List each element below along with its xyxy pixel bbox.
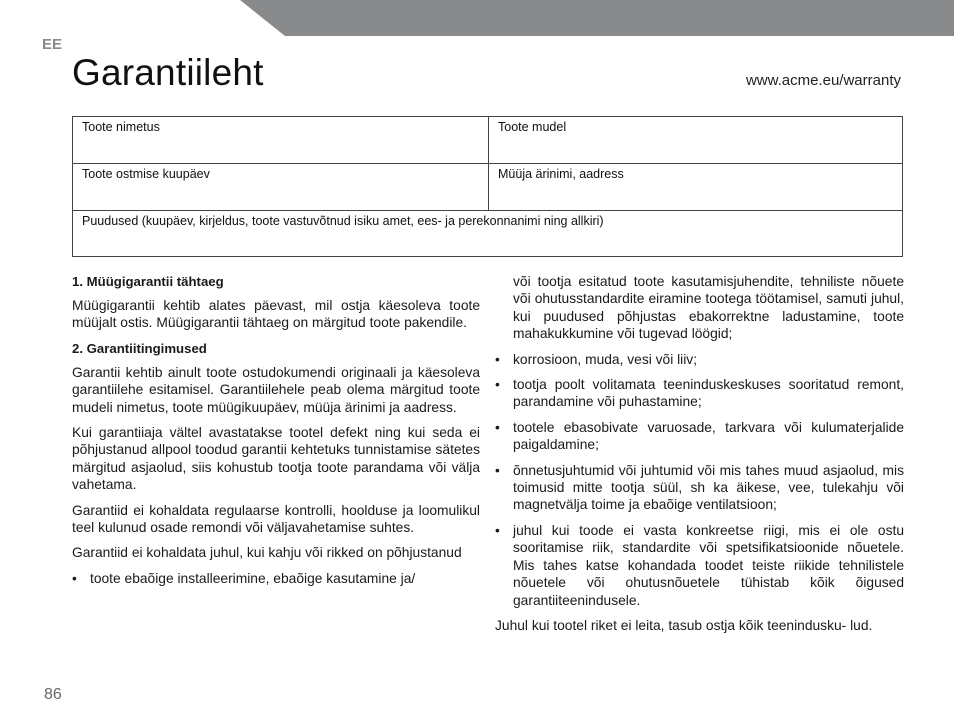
product-name-label: Toote nimetus bbox=[82, 120, 160, 134]
section-2-heading: 2. Garantiitingimused bbox=[72, 340, 207, 356]
section-1-heading: 1. Müügigarantii tähtaeg bbox=[72, 274, 224, 289]
left-column bbox=[72, 273, 480, 595]
purchase-date-label: Toote ostmise kuupäev bbox=[82, 167, 210, 181]
right-column bbox=[495, 273, 904, 642]
page-number: 86 bbox=[44, 686, 62, 703]
defects-field[interactable] bbox=[73, 211, 902, 257]
product-name-field[interactable] bbox=[73, 117, 488, 163]
exclusion-item-1: • toote ebaõige installeerimine, ebaõige kasutamine ja/ bbox=[72, 570, 480, 587]
exclusions-list-start bbox=[72, 570, 480, 587]
defects-label: Puudused (kuupäev, kirjeldus, toote vastuvõtnud isiku amet, ees- ja perekonnanimi ning allkiri) bbox=[82, 214, 604, 228]
exclusion-item-2: • korrosioon, muda, vesi või liiv; bbox=[495, 351, 904, 368]
section-2-paragraph-1: Garantii kehtib ainult toote ostudokumendi originaali ja käesoleva garantiilehe esitamisel. Garantiilehele peab olema märgitud toote mudeli nimetus, toote müügikuupäev, müüja ärinimi ja aadress. bbox=[72, 364, 480, 415]
exclusion-item-6: • juhul kui toode ei vasta konkreetse riigi, mis ei ole ostu sooritamise riik, standardite või spetsifikatsioonide nõuetele. Mis tahes katse kohandada toodet teiste riikide tehnilistele nõuetele või ohutusnõuetele tühistab kõik õigused garantiiteenindusele. bbox=[495, 522, 904, 609]
page-title: Garantiileht bbox=[72, 52, 264, 93]
product-model-label: Toote mudel bbox=[498, 120, 567, 134]
section-2-paragraph-2: Kui garantiiaja vältel avastatakse tootel defekt ning kui seda ei põhjustanud allpool toodud garantii kehtetuks tunnistamise sätetes märgitud asjaolud, siis kohustub tootja toote parandama või välja vahetama. bbox=[72, 425, 480, 493]
purchase-date-field[interactable] bbox=[73, 164, 488, 210]
section-1-paragraph: Müügigarantii kehtib alates päevast, mil ostja käesoleva toote müüjalt ostis. Müügigarantii tähtaeg on märgitud toote pakendile. bbox=[72, 298, 480, 331]
language-code: EE bbox=[42, 36, 63, 53]
exclusion-item-5: • õnnetusjuhtumid või juhtumid või mis tahes muud asjaolud, mis toimusid mitte tootja süül, sh ka äikese, vee, tulekahju või magnetvälja toime ja ebaõige ventilatsioon; bbox=[495, 462, 904, 514]
seller-label: Müüja ärinimi, aadress bbox=[498, 167, 624, 181]
warranty-url: www.acme.eu/warranty bbox=[745, 72, 901, 89]
closing-paragraph: Juhul kui tootel riket ei leita, tasub ostja kõik teenindusku- lud. bbox=[495, 617, 873, 633]
product-model-field[interactable] bbox=[489, 117, 903, 163]
exclusion-item-1-continued: või tootja esitatud toote kasutamisjuhendite, tehniliste nõuete või ohutusstandardite eiramine tootega töötamisel, samuti juhul, kui puudused põhjustas ebakorrektne ladustamine, toote mahakukkumine või tugevad löögid; bbox=[513, 274, 904, 342]
section-2-paragraph-4: Garantiid ei kohaldata juhul, kui kahju või rikked on põhjustanud bbox=[72, 545, 462, 561]
header-band bbox=[0, 0, 954, 36]
exclusion-item-3: • tootja poolt volitamata teeninduskeskuses sooritatud remont, parandamine või puhastamine; bbox=[495, 376, 904, 411]
exclusions-list bbox=[495, 351, 904, 609]
section-2-paragraph-3: Garantiid ei kohaldata regulaarse kontrolli, hoolduse ja loomulikul teel kulunud osade remondi või väljavahetamise suhtes. bbox=[72, 502, 480, 536]
seller-field[interactable] bbox=[489, 164, 903, 210]
exclusion-item-4: • tootele ebasobivate varuosade, tarkvara või kulumaterjalide paigaldamine; bbox=[495, 419, 904, 454]
warranty-form bbox=[72, 116, 903, 257]
